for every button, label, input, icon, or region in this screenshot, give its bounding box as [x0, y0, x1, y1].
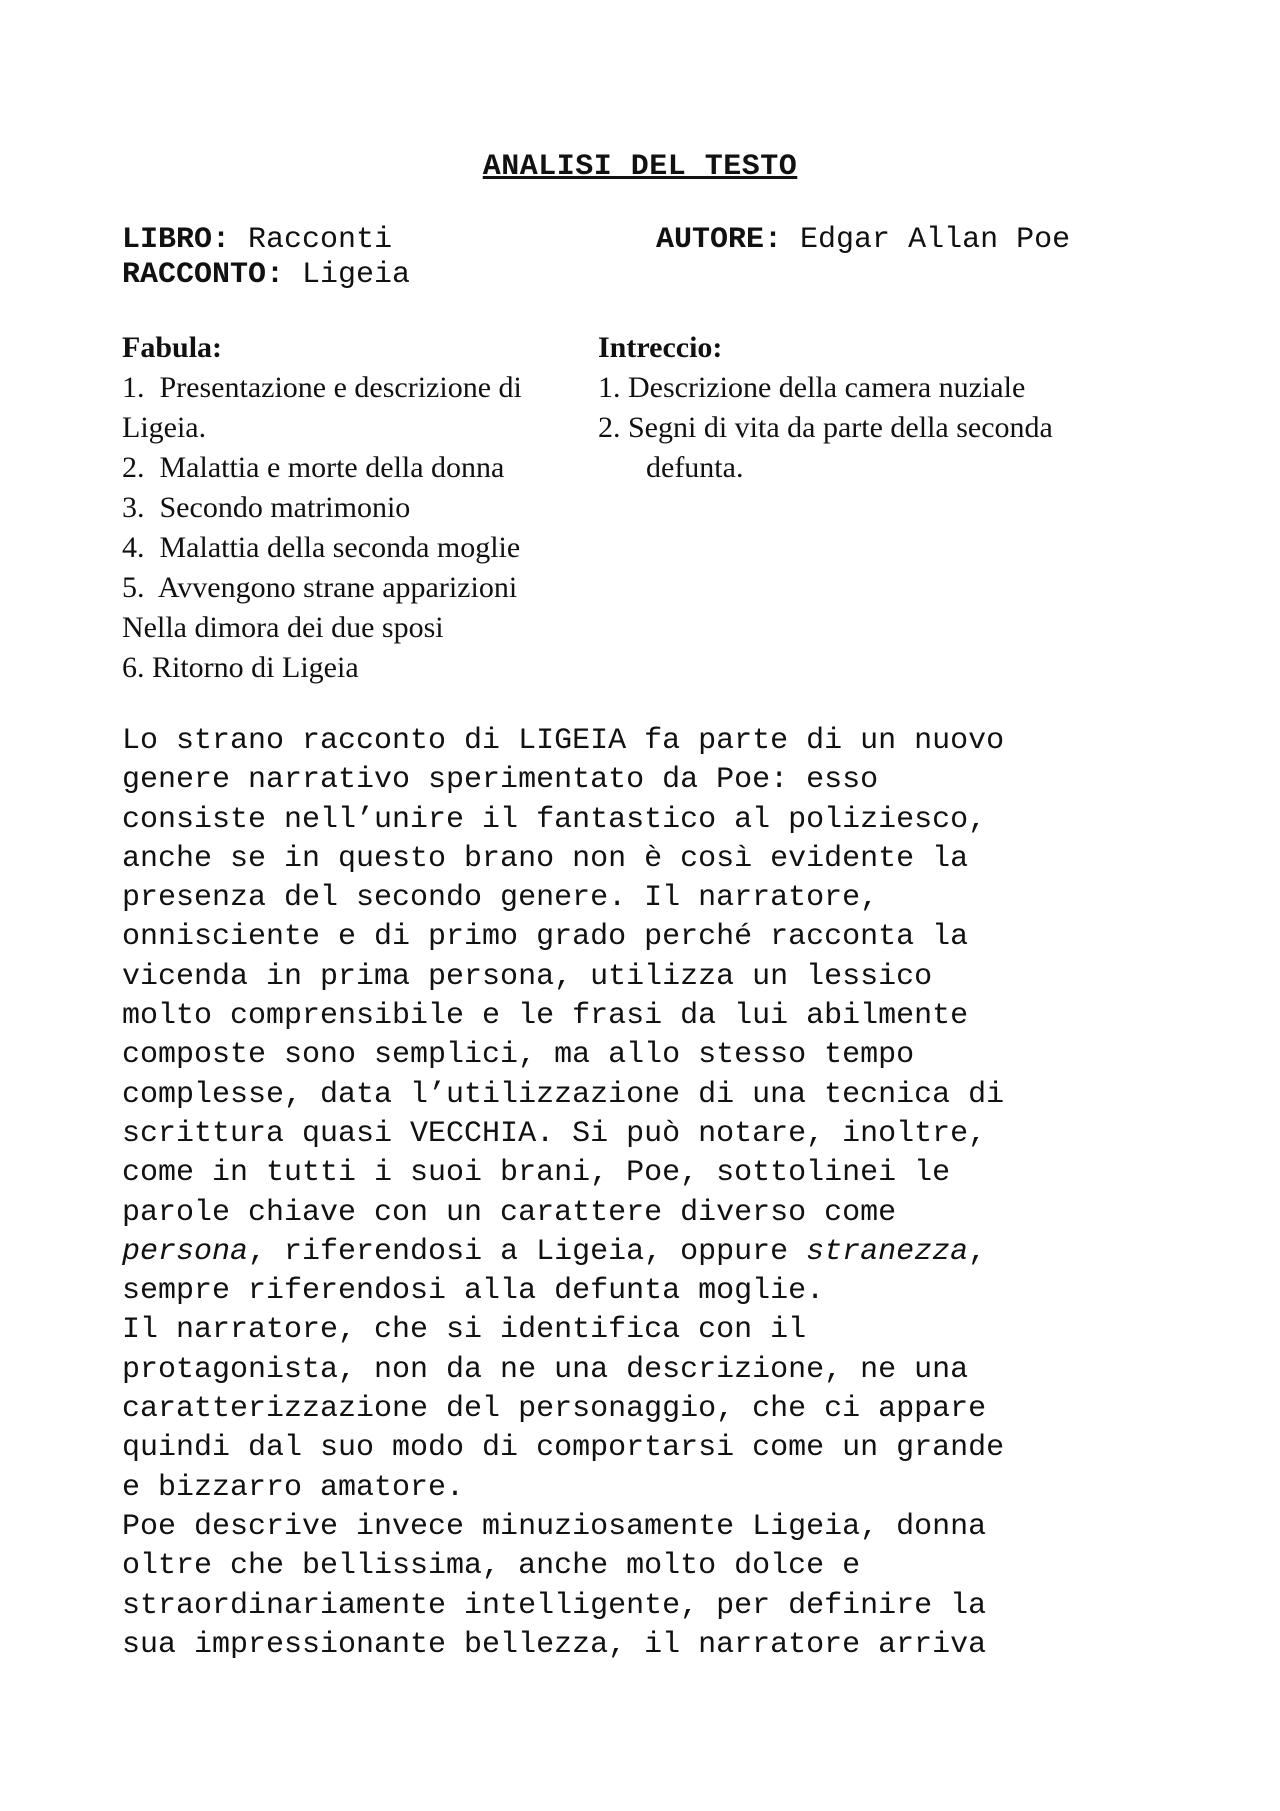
autore-value: Edgar Allan Poe — [800, 223, 1071, 257]
fabula-line: Ligeia. — [122, 411, 207, 444]
body-line: e bizzarro amatore. — [122, 1470, 465, 1505]
racconto-row — [122, 257, 410, 293]
fabula-line: 3. Secondo matrimonio — [122, 491, 411, 524]
body-line: Poe descrive invece minuziosamente Ligeia, donna — [122, 1509, 987, 1544]
body-line: molto comprensibile e le frasi da lui abilmente — [122, 999, 969, 1034]
body-line: Lo strano racconto di LIGEIA fa parte di un nuovo — [122, 724, 1005, 758]
body-line-with-emphasis — [122, 1233, 1182, 1272]
body-line: quindi dal suo modo di comportarsi come un grande — [122, 1431, 1005, 1466]
fabula-line: 1. Presentazione e descrizione di — [122, 371, 522, 404]
body-line: sempre riferendosi alla defunta moglie. — [122, 1274, 825, 1309]
body-line: scrittura quasi VECCHIA. Si può notare, inoltre, — [122, 1116, 987, 1151]
autore-label: AUTORE: — [656, 223, 783, 257]
intreccio-line: 1. Descrizione della camera nuziale — [598, 371, 1026, 404]
body-line: anche se in questo brano non è così evidente la — [122, 841, 969, 876]
body-line: sua impressionante bellezza, il narratore arriva — [122, 1627, 987, 1662]
fabula-line: 2. Malattia e morte della donna — [122, 451, 505, 484]
racconto-value: Ligeia — [302, 258, 411, 292]
body-line: presenza del secondo genere. Il narratore, — [122, 881, 879, 916]
intreccio-line: 2. Segni di vita da parte della seconda — [598, 411, 1053, 444]
body-line: oltre che bellissima, anche molto dolce e — [122, 1549, 861, 1584]
intreccio-line: defunta. — [646, 451, 744, 484]
emphasis-persona: persona — [122, 1234, 249, 1269]
body-line: genere narrativo sperimentato da Poe: esso — [122, 763, 879, 798]
body-line: complesse, data l’utilizzazione di una tecnica di — [122, 1077, 1005, 1112]
fabula-line: 6. Ritorno di Ligeia — [122, 651, 359, 684]
fabula-line: Nella dimora dei due sposi — [122, 611, 444, 644]
body-line: protagonista, non da ne una descrizione, ne una — [122, 1352, 969, 1387]
body-line: onnisciente e di primo grado perché racconta la — [122, 920, 969, 955]
body-line: caratterizzazione del personaggio, che ci appare — [122, 1392, 987, 1427]
fabula-line: 4. Malattia della seconda moglie — [122, 531, 521, 564]
fabula-column — [122, 328, 587, 688]
libro-row — [122, 222, 392, 258]
analysis-body — [122, 722, 1182, 1665]
page-title: ANALISI DEL TESTO — [482, 150, 798, 184]
libro-label: LIBRO: — [122, 223, 231, 257]
body-line: come in tutti i suoi brani, Poe, sottolinei le — [122, 1156, 951, 1191]
autore-row — [656, 222, 1070, 258]
body-line: composte sono semplici, ma allo stesso tempo — [122, 1038, 915, 1073]
body-line: vicenda in prima persona, utilizza un lessico — [122, 959, 933, 994]
intreccio-heading: Intreccio: — [598, 331, 723, 364]
libro-value: Racconti — [248, 223, 393, 257]
emphasis-stranezza: stranezza — [806, 1234, 969, 1269]
body-fragment: , riferendosi a Ligeia, oppure — [248, 1234, 807, 1269]
fabula-heading: Fabula: — [122, 331, 223, 364]
body-line: straordinariamente intelligente, per definire la — [122, 1588, 987, 1623]
intreccio-column — [598, 328, 1158, 488]
body-fragment: , — [968, 1234, 987, 1269]
body-line: consiste nell’unire il fantastico al poliziesco, — [122, 802, 987, 837]
racconto-label: RACCONTO: — [122, 258, 285, 292]
body-line: parole chiave con un carattere diverso come — [122, 1195, 897, 1230]
fabula-line: 5. Avvengono strane apparizioni — [122, 571, 518, 604]
body-line: Il narratore, che si identifica con il — [122, 1313, 807, 1348]
